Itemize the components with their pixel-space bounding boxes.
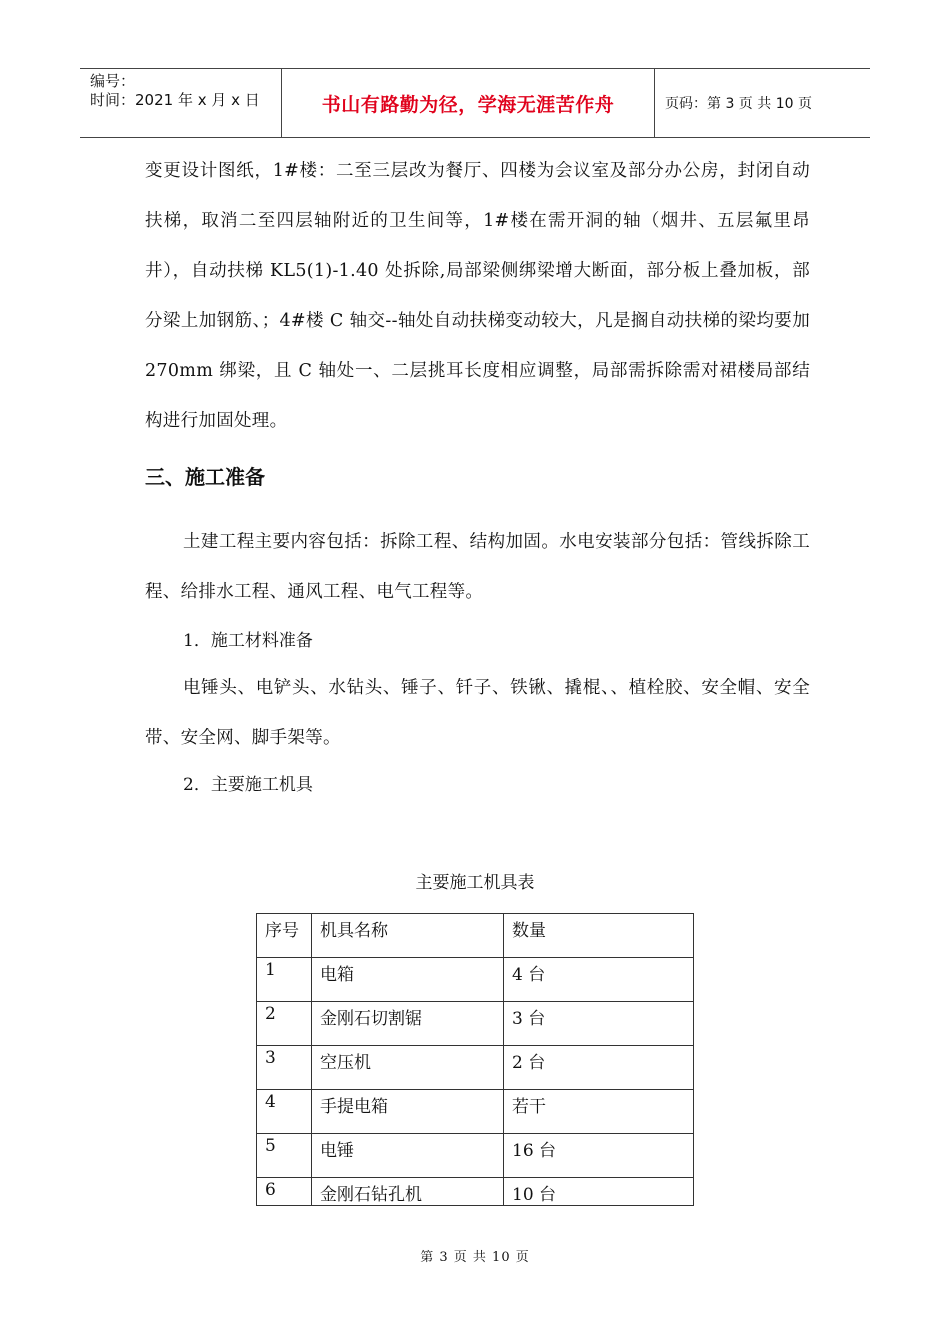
table-row: [257, 958, 694, 1002]
table-cell: 金刚石切割锯: [312, 1002, 504, 1046]
table-cell: 空压机: [312, 1046, 504, 1090]
header-meta: [80, 69, 282, 137]
paragraph-design-changes: 变更设计图纸，1#楼：二至三层改为餐厅、四楼为会议室及部分办公房，封闭自动扶梯，取消二至四层轴附近的卫生间等，1#楼在需开洞的轴（烟井、五层氟里昂井），自动扶梯 KL5(1)-1.40 处拆除,局部梁侧绑梁增大断面，部分板上叠加板，部分梁上加钢筋、；4#楼 C 轴交--轴处自动扶梯变动较大，凡是搁自动扶梯的梁均要加 270mm 绑梁，且 C 轴处一、二层挑耳长度相应调整，局部需拆除需对裙楼局部结构进行加固处理。: [145, 161, 810, 431]
header-page-cell: [655, 69, 870, 137]
header-motto: 书山有路勤为径，学海无涯苦作舟: [321, 93, 615, 116]
table-cell: 2 台: [504, 1046, 694, 1090]
page-header: [80, 68, 870, 138]
subheading-materials: 1．施工材料准备: [183, 631, 313, 651]
table-cell: 2: [257, 1002, 312, 1046]
table-row: [257, 1178, 694, 1206]
table-cell: 4: [257, 1090, 312, 1134]
table-cell: 手提电箱: [312, 1090, 504, 1134]
table-row: [257, 1134, 694, 1178]
document-date: 时间：2021 年 x 月 x 日: [90, 91, 260, 109]
table-cell: 10 台: [504, 1178, 694, 1206]
table-row: [257, 1046, 694, 1090]
table-row: [257, 1002, 694, 1046]
subheading-equipment: 2．主要施工机具: [183, 775, 313, 795]
table-cell: 4 台: [504, 958, 694, 1002]
table-cell: 6: [257, 1178, 312, 1206]
table-row: [257, 1090, 694, 1134]
header-cell-quantity: 数量: [504, 914, 694, 958]
paragraph-materials: 电锤头、电铲头、水钻头、锤子、钎子、铁锹、撬棍、、植栓胶、安全帽、安全带、安全网、脚手架等。: [145, 678, 810, 748]
table-cell: 3: [257, 1046, 312, 1090]
equipment-table: [256, 913, 694, 1206]
table-cell: 1: [257, 958, 312, 1002]
table-cell: 金刚石钻孔机: [312, 1178, 504, 1206]
table-caption: 主要施工机具表: [415, 873, 535, 893]
table-header-row: [257, 914, 694, 958]
header-page-info: 页码：第 3 页 共 10 页: [665, 96, 812, 112]
table-cell: 电箱: [312, 958, 504, 1002]
table-cell: 5: [257, 1134, 312, 1178]
table-cell: 3 台: [504, 1002, 694, 1046]
document-number: 编号：: [90, 72, 136, 90]
header-cell-name: 机具名称: [312, 914, 504, 958]
table-cell: 电锤: [312, 1134, 504, 1178]
header-cell-index: 序号: [257, 914, 312, 958]
paragraph-scope: 土建工程主要内容包括：拆除工程、结构加固。水电安装部分包括：管线拆除工程、给排水工程、通风工程、电气工程等。: [145, 532, 810, 602]
page-footer: 第 3 页 共 10 页: [420, 1250, 530, 1265]
section-title: 三、施工准备: [145, 465, 265, 489]
table-cell: 16 台: [504, 1134, 694, 1178]
header-motto-cell: [282, 69, 655, 137]
table-cell: 若干: [504, 1090, 694, 1134]
